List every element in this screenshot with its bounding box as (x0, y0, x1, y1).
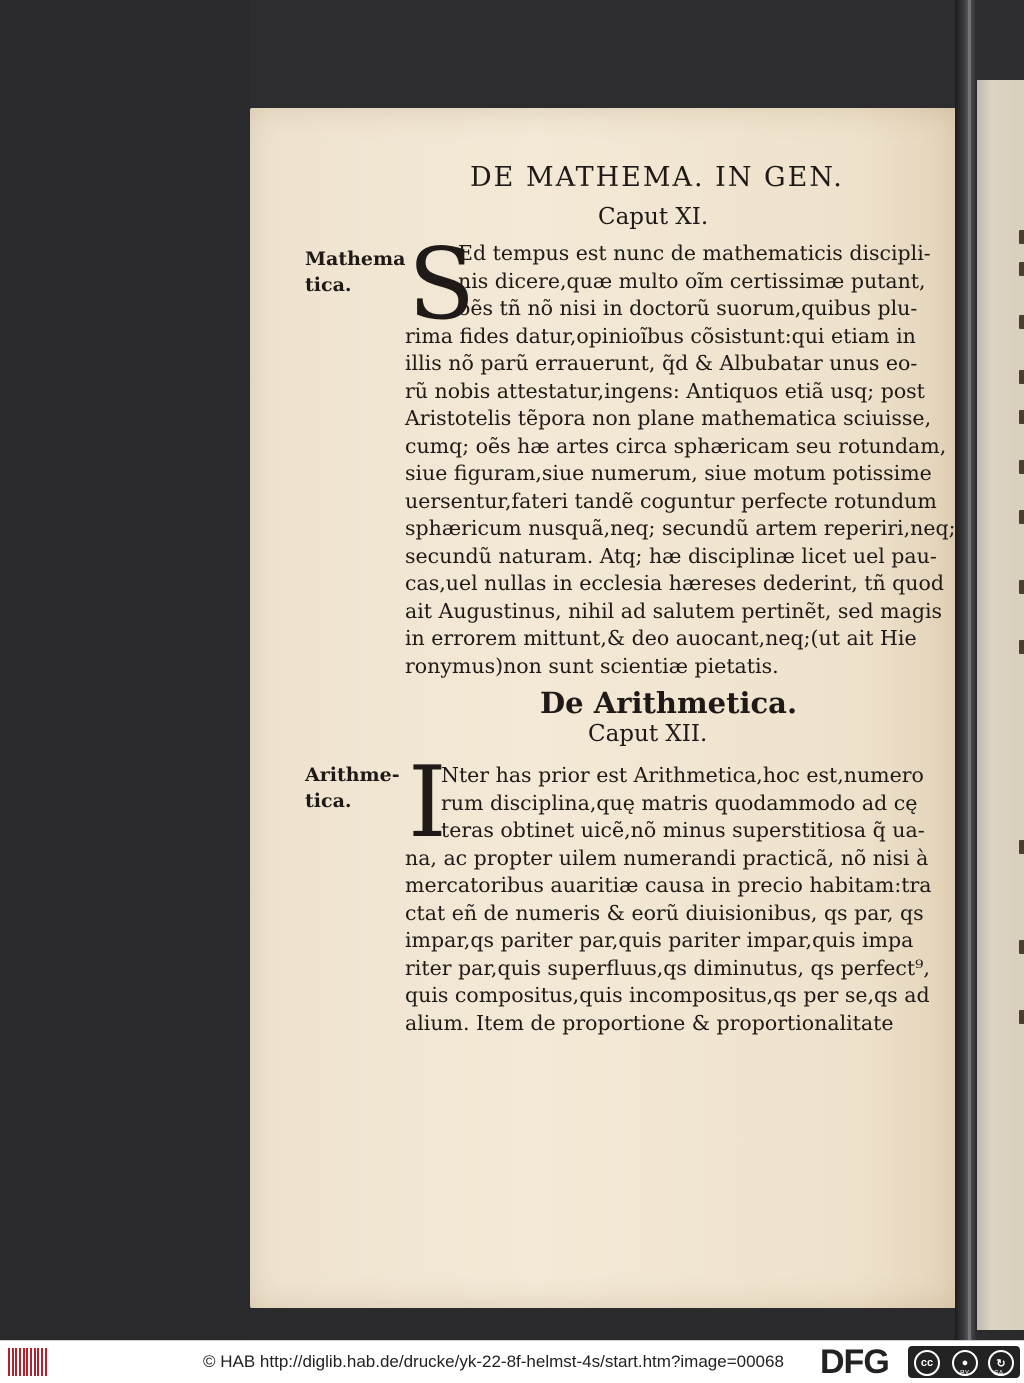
book-spine (955, 0, 977, 1340)
margin-note-mathematica: Mathema tica. (305, 248, 406, 296)
attribution-link[interactable]: © HAB http://diglib.hab.de/drucke/yk-22-8f-helmst-4s/start.htm?image=00068 (203, 1352, 784, 1371)
text-line: impar,qs pariter par,quis pariter impar,quis impa (405, 928, 914, 952)
text-line: Nter has prior est Arithmetica,hoc est,numero (441, 763, 924, 787)
chapter-xii-heading: Caput XII. (588, 721, 708, 747)
dropcap-s: S (408, 228, 476, 342)
running-head: DE MATHEMA. IN GEN. (470, 162, 844, 193)
chapter-xi-text (405, 240, 956, 680)
text-line: nis dicere,quæ multo oĩm certissimæ putant, (458, 268, 926, 293)
dark-background-top (250, 0, 1024, 110)
dark-background-left (0, 0, 250, 1340)
text-line: rũ nobis attestatur,ingens: Antiquos etiã usq; post (405, 378, 925, 403)
cc-icon: cc (914, 1350, 940, 1376)
section-title-arithmetica: De Arithmetica. (540, 686, 798, 720)
dropcap-i: I (408, 746, 447, 860)
text-line: illis nõ parũ errauerunt, q̃d & Albubatar unus eo- (405, 351, 918, 375)
text-line: mercatoribus auaritiæ causa in precio habitam:tra (405, 873, 932, 897)
margin-note-arithmetica: Arithme- tica. (305, 764, 400, 812)
text-line: in errorem mittunt,& deo auocant,neq;(ut ait Hie (405, 626, 917, 650)
library-barcode-icon (8, 1348, 48, 1376)
text-line: ait Augustinus, nihil ad salutem pertinẽt, sed magis (405, 598, 943, 623)
text-line: alium. Item de proportione & proportionalitate (405, 1010, 894, 1035)
text-line: quis compositus,quis incompositus,qs per se,qs ad (405, 983, 930, 1007)
text-line: na, ac propter uilem numerandi practicã, nõ nisi à (405, 845, 929, 870)
text-line: rima fides datur,opinioĩbus cõsistunt:qui etiam in (405, 323, 916, 348)
chapter-xii-text (405, 762, 932, 1037)
viewer-footer (0, 1340, 1024, 1383)
cc-license-badge[interactable] (908, 1346, 1020, 1378)
text-line: Ed tempus est nunc de mathematicis discipli- (458, 241, 931, 265)
text-line: cas,uel nullas in ecclesia hæreses dederint, tñ quod (405, 571, 944, 595)
text-line: oẽs tñ nõ nisi in doctorũ suorum,quibus plu- (458, 296, 918, 320)
text-line: riter par,quis superfluus,qs diminutus, qs perfect⁹, (405, 955, 930, 980)
text-line: sphæricum nusquã,neq; secundũ artem reperiri,neq; (405, 516, 956, 540)
text-line: ronymus)non sunt scientiæ pietatis. (405, 653, 779, 678)
text-line: rum disciplina,quę matris quodammodo ad cę (441, 790, 918, 815)
text-line: teras obtinet uicẽ,nõ minus superstitiosa q̃ ua- (441, 818, 925, 842)
dfg-logo: DFG (820, 1343, 889, 1381)
attribution-person-icon: ● (952, 1350, 978, 1376)
text-line: secundũ naturam. Atq; hæ disciplinæ licet uel pau- (405, 543, 937, 568)
share-alike-icon: ↻ (988, 1350, 1014, 1376)
text-line: uersentur,fateri tandẽ coguntur perfecte rotundum (405, 488, 937, 513)
text-line: Aristotelis tẽpora non plane mathematica sciuisse, (405, 406, 932, 430)
facing-page-edge (977, 80, 1024, 1330)
chapter-xi-heading: Caput XI. (598, 204, 709, 230)
sa-label: SA (994, 1370, 1004, 1377)
spine-highlight (968, 0, 971, 1340)
text-line: cumq; oẽs hæ artes circa sphæricam seu rotundam, (405, 433, 947, 458)
text-line: siue figuram,siue numerum, siue motum potissime (405, 461, 932, 485)
by-label: BY (960, 1370, 970, 1377)
text-line: ctat eñ de numeris & eorũ diuisionibus, qs par, qs (405, 900, 924, 925)
